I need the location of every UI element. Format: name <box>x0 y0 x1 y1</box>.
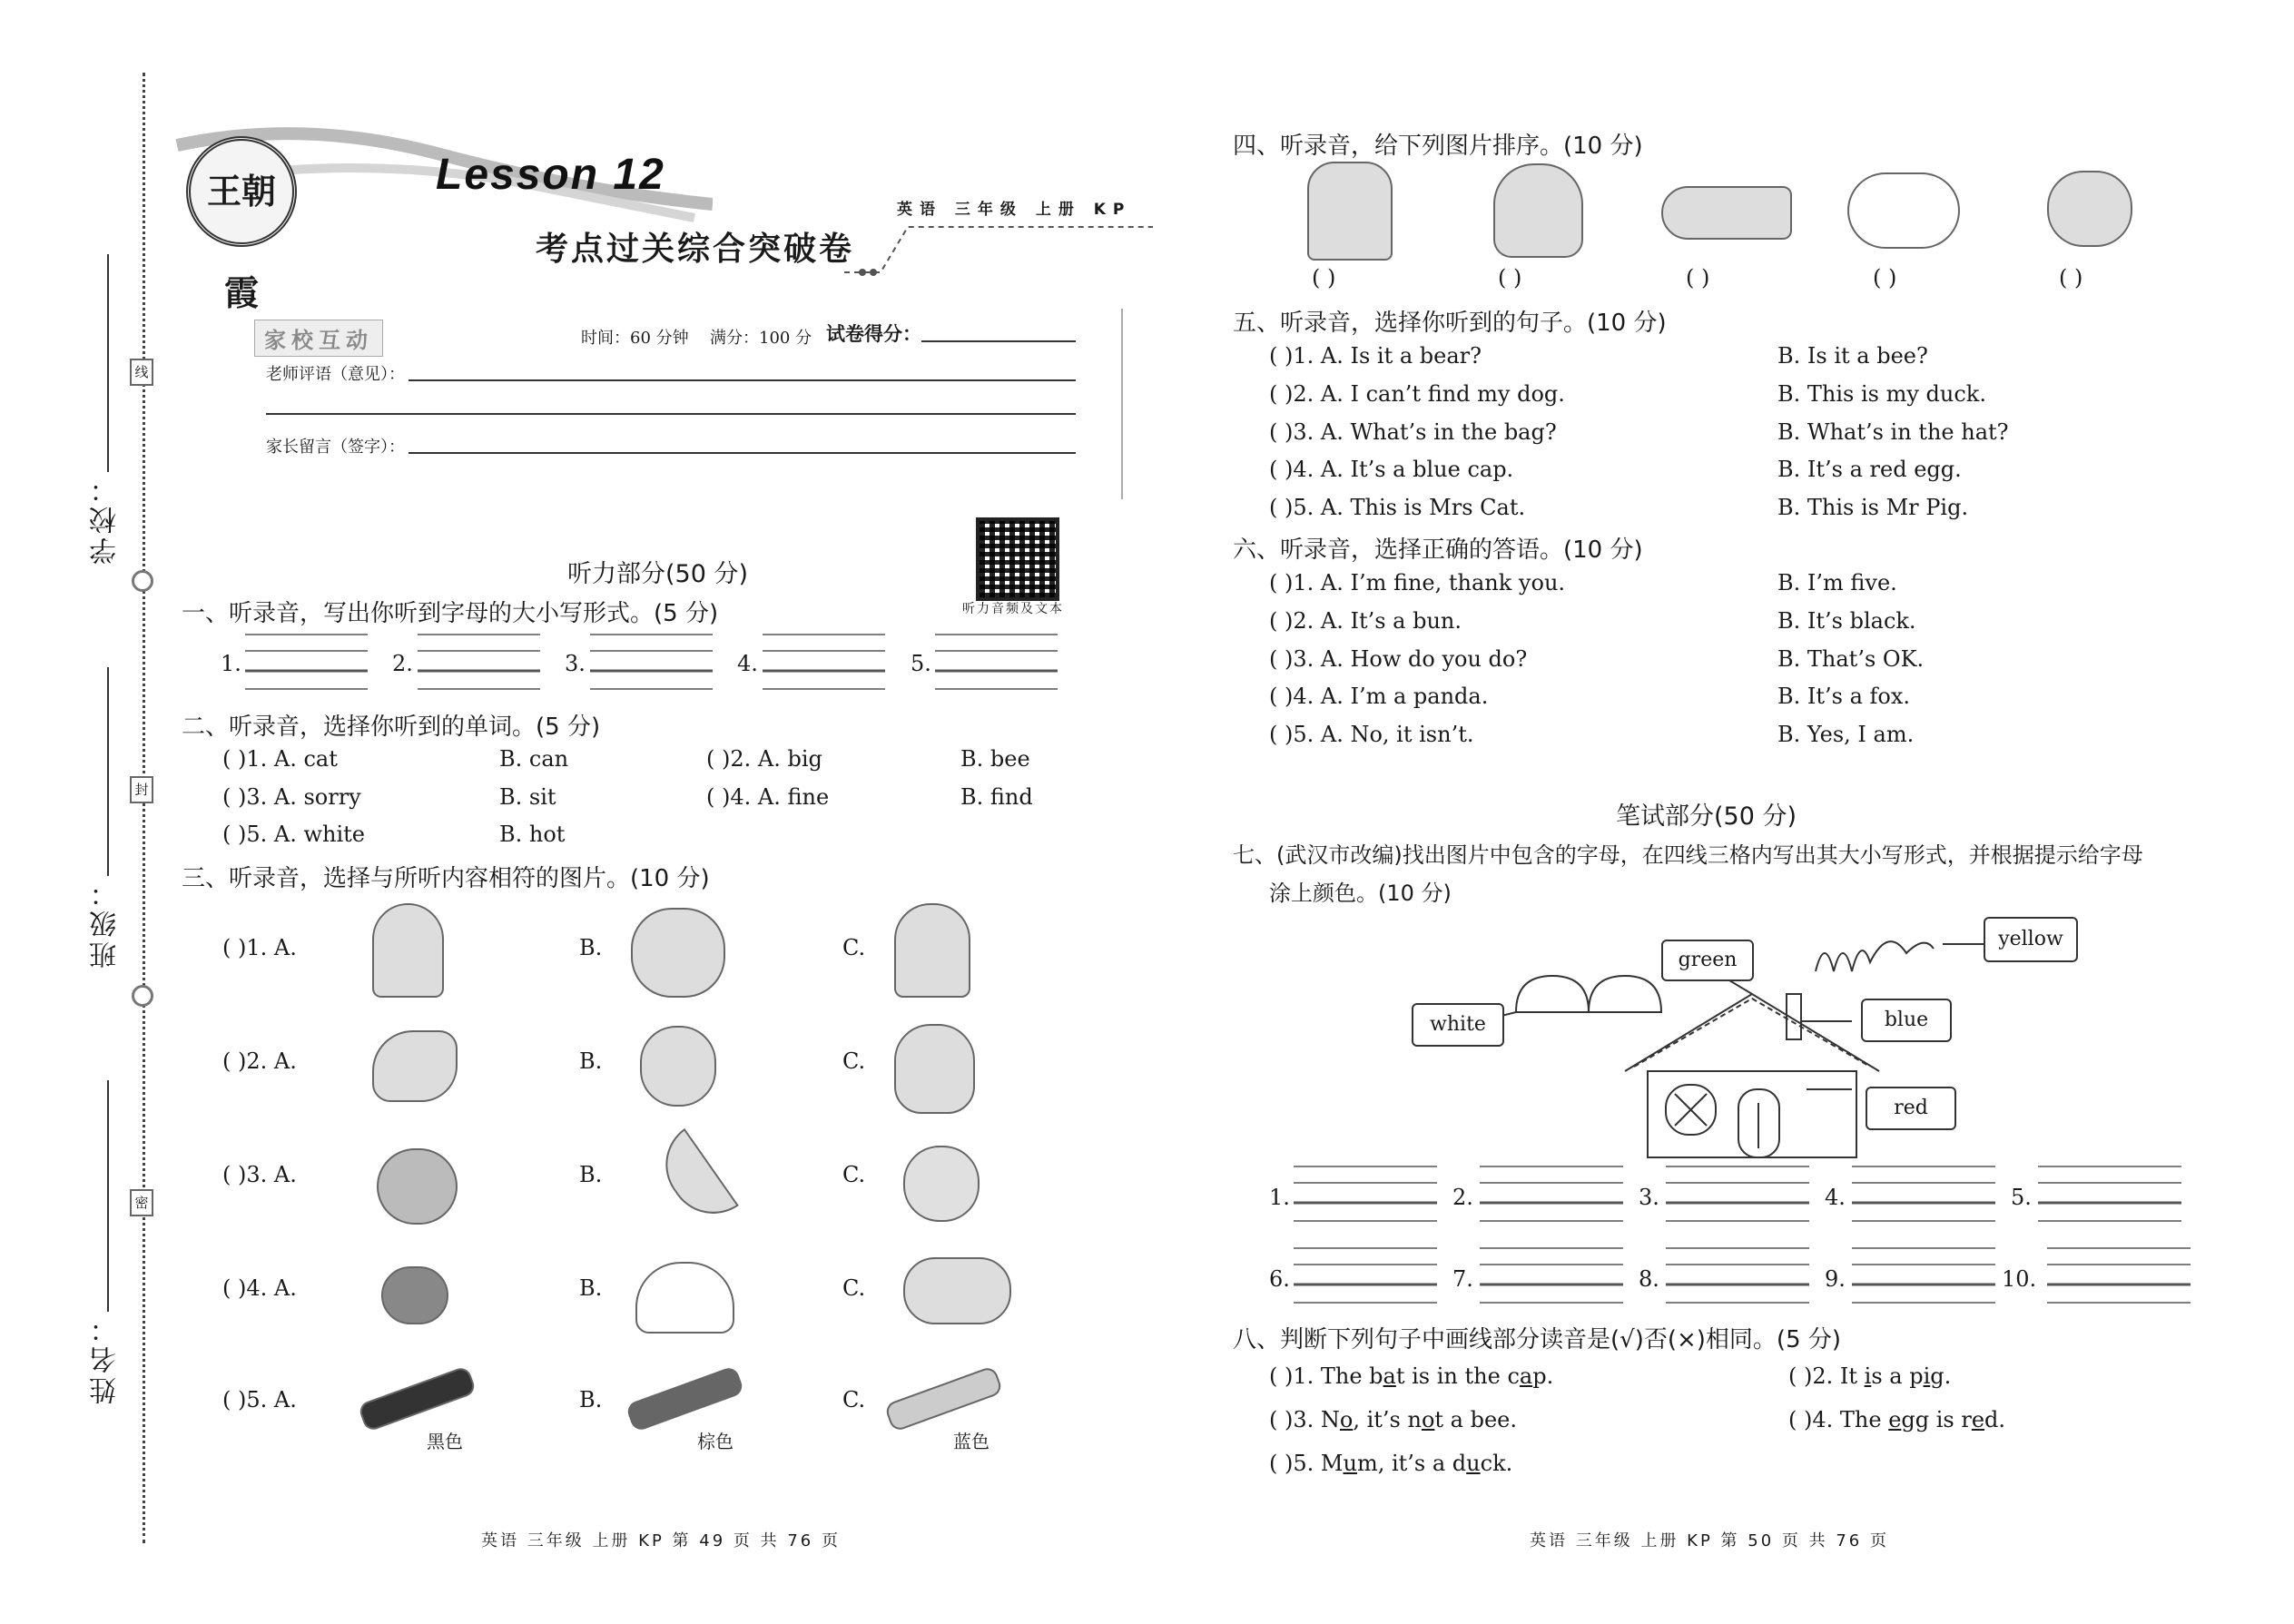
pig-picture <box>1847 172 1960 249</box>
q-number: 2. <box>392 651 413 676</box>
monkey-picture <box>1493 163 1583 258</box>
s6-q1b[interactable]: B. I’m five. <box>1777 570 1897 595</box>
s2-q5a[interactable]: ( )5. A. white <box>222 822 365 847</box>
q-number: 10. <box>2002 1266 2037 1292</box>
s6-q5a[interactable]: ( )5. A. No, it isn’t. <box>1269 722 1474 747</box>
color-box-white: white <box>1412 1003 1504 1047</box>
section4-title: 四、听录音，给下列图片排序。(10 分) <box>1233 133 1643 160</box>
hotdog-picture <box>903 1257 1011 1324</box>
q-number: 6. <box>1269 1266 1290 1292</box>
q-number: 7. <box>1452 1266 1473 1292</box>
listening-title: 听力部分(50 分) <box>567 560 749 588</box>
s3-q3[interactable]: ( )3. A. <box>222 1162 297 1187</box>
s8-q1[interactable]: ( )1. The bat is in the cap. <box>1269 1363 1554 1389</box>
header-dashes <box>844 209 1162 281</box>
section5-title: 五、听录音，选择你听到的句子。(10 分) <box>1233 310 1667 337</box>
name-label: 姓名： <box>90 1312 122 1404</box>
qr-code[interactable] <box>976 517 1059 601</box>
s5-q3a[interactable]: ( )3. A. What’s in the bag? <box>1269 419 1557 445</box>
s6-q1a[interactable]: ( )1. A. I’m fine, thank you. <box>1269 570 1566 595</box>
q-number: 1. <box>221 651 241 676</box>
s2-q2a[interactable]: ( )2. A. big <box>706 746 822 772</box>
s3-q4[interactable]: ( )4. A. <box>222 1275 297 1301</box>
s5-q1b[interactable]: B. Is it a bee? <box>1777 343 1928 369</box>
s3-b-label: B. <box>579 1048 603 1074</box>
written-title: 笔试部分(50 分) <box>1616 802 1797 831</box>
section3-title: 三、听录音，选择与所听内容相符的图片。(10 分) <box>182 865 710 892</box>
q-number: 4. <box>737 651 758 676</box>
schoolbag-picture <box>1307 162 1393 261</box>
parent-message-label: 家长留言（签字）： <box>266 438 405 457</box>
school-label: 学校： <box>90 472 122 565</box>
mouse-picture <box>2047 171 2132 247</box>
orange-picture <box>903 1146 980 1222</box>
woman-face-picture <box>894 903 970 998</box>
teacher-line-2 <box>266 413 1076 415</box>
full-score-label: 满分：100 分 <box>710 329 812 348</box>
lesson-title: Lesson 12 <box>436 151 665 199</box>
s8-q2[interactable]: ( )2. It is a pig. <box>1788 1363 1952 1389</box>
s3-c-label: C. <box>842 935 866 960</box>
egg-picture <box>381 1266 448 1324</box>
s8-src <box>0 0 1 1</box>
q-number: 1. <box>1269 1185 1290 1210</box>
s6-q4a[interactable]: ( )4. A. I’m a panda. <box>1269 684 1489 709</box>
class-label: 班级： <box>90 876 122 969</box>
bird-picture <box>372 1030 458 1102</box>
bun-picture <box>635 1262 734 1334</box>
s3-b-label: B. <box>579 935 603 960</box>
s3-c-label: C. <box>842 1162 866 1187</box>
s2-q2b[interactable]: B. bee <box>960 746 1030 772</box>
color-label-blue: 蓝色 <box>953 1431 989 1452</box>
fish-picture <box>1661 186 1792 240</box>
apple-picture <box>377 1148 458 1225</box>
s2-q3b[interactable]: B. sit <box>499 784 556 810</box>
section2-title: 二、听录音，选择你听到的单词。(5 分) <box>182 714 601 741</box>
s5-q1a[interactable]: ( )1. A. Is it a bear? <box>1269 343 1482 369</box>
s2-q5b[interactable]: B. hot <box>499 822 566 847</box>
black-crayon-picture <box>357 1365 477 1432</box>
man-face-picture <box>372 903 444 998</box>
color-label-black: 黑色 <box>427 1431 463 1452</box>
color-box-blue: blue <box>1861 999 1952 1042</box>
q-number: 8. <box>1639 1266 1659 1292</box>
s6-q3b[interactable]: B. That’s OK. <box>1777 646 1925 672</box>
book-meta: 英语 三年级 上册 KP <box>897 201 1132 219</box>
s5-q4a[interactable]: ( )4. A. It’s a blue cap. <box>1269 457 1514 482</box>
q-number: 5. <box>2011 1185 2032 1210</box>
parent-line <box>409 452 1076 454</box>
s2-q1a[interactable]: ( )1. A. cat <box>222 746 338 772</box>
q-number: 9. <box>1825 1266 1846 1292</box>
teacher-comment-label: 老师评语（意见）： <box>266 365 405 384</box>
s6-q2b[interactable]: B. It’s black. <box>1777 608 1916 634</box>
s2-q3a[interactable]: ( )3. A. sorry <box>222 784 361 810</box>
s5-q2b[interactable]: B. This is my duck. <box>1777 381 1986 407</box>
color-box-yellow: yellow <box>1984 917 2078 962</box>
family-title: 家校互动 <box>254 320 383 357</box>
school-line <box>107 254 109 472</box>
color-label-brown: 棕色 <box>697 1431 733 1452</box>
s8-q3[interactable]: ( )3. No, it’s not a bee. <box>1269 1407 1518 1432</box>
s5-q3b[interactable]: B. What’s in the hat? <box>1777 419 2009 445</box>
brown-crayon-picture <box>625 1365 744 1432</box>
s2-q1b[interactable]: B. can <box>499 746 569 772</box>
q-number: 4. <box>1825 1185 1846 1210</box>
s6-q2a[interactable]: ( )2. A. It’s a bun. <box>1269 608 1462 634</box>
score-line <box>921 340 1076 342</box>
s5-q5a[interactable]: ( )5. A. This is Mrs Cat. <box>1269 495 1526 520</box>
section8-title: 八、判断下列句子中画线部分读音是(√)否(×)相同。(5 分) <box>1233 1326 1842 1353</box>
class-line <box>107 667 109 876</box>
order-blank[interactable]: ( ) <box>1873 265 1897 290</box>
grandpa-face-picture <box>631 908 725 998</box>
section6-title: 六、听录音，选择正确的答语。(10 分) <box>1233 536 1643 564</box>
s8-q5[interactable]: ( )5. Mum, it’s a duck. <box>1269 1451 1513 1476</box>
q-number: 5. <box>911 651 931 676</box>
tag-secret: 密 <box>130 1189 153 1216</box>
s3-c-label: C. <box>842 1048 866 1074</box>
hen-picture <box>894 1024 975 1114</box>
binding-dotted-line <box>143 73 145 1543</box>
q-number: 3. <box>565 651 586 676</box>
s2-q4b[interactable]: B. find <box>960 784 1033 810</box>
s6-q4b[interactable]: B. It’s a fox. <box>1777 684 1911 709</box>
order-blank[interactable]: ( ) <box>1312 265 1336 290</box>
qr-caption: 听力音频及文本 <box>962 602 1064 616</box>
paper-subtitle: 考点过关综合突破卷 <box>536 230 855 268</box>
order-blank[interactable]: ( ) <box>1498 265 1522 290</box>
s3-c-label: C. <box>842 1387 866 1412</box>
section7-title: 七、(武汉市改编)找出图片中包含的字母，在四线三格内写出其大小写形式，并根据提示给字母 <box>1233 842 2143 868</box>
footer-right: 英语 三年级 上册 KP 第 50 页 共 76 页 <box>1530 1531 1889 1550</box>
s3-c-label: C. <box>842 1275 866 1301</box>
duck-picture <box>640 1026 716 1107</box>
tag-line: 线 <box>130 359 153 386</box>
publisher-seal: 王朝霞 <box>186 136 297 247</box>
s3-q1[interactable]: ( )1. A. <box>222 935 297 960</box>
score-label: 试卷得分： <box>826 322 921 345</box>
s3-b-label: B. <box>579 1387 603 1412</box>
section7-title-2: 涂上颜色。(10 分) <box>1269 881 1452 906</box>
s6-q5b[interactable]: B. Yes, I am. <box>1777 722 1915 747</box>
s3-q2[interactable]: ( )2. A. <box>222 1048 297 1074</box>
footer-left: 英语 三年级 上册 KP 第 49 页 共 76 页 <box>481 1531 841 1550</box>
s5-q4b[interactable]: B. It’s a red egg. <box>1777 457 1962 482</box>
teacher-line <box>409 379 1076 381</box>
tag-seal: 封 <box>130 776 153 803</box>
s3-b-label: B. <box>579 1275 603 1301</box>
s3-b-label: B. <box>579 1162 603 1187</box>
blue-crayon-picture <box>883 1365 1003 1432</box>
s5-q2a[interactable]: ( )2. A. I can’t find my dog. <box>1269 381 1565 407</box>
s3-q5[interactable]: ( )5. A. <box>222 1387 297 1412</box>
binding-ring <box>132 570 153 592</box>
four-line-grid-section7[interactable] <box>1294 1165 2192 1310</box>
s2-q4a[interactable]: ( )4. A. fine <box>706 784 830 810</box>
binding-ring <box>132 985 153 1007</box>
banana-picture <box>648 1128 739 1231</box>
color-box-green: green <box>1661 940 1754 981</box>
s6-q3a[interactable]: ( )3. A. How do you do? <box>1269 646 1528 672</box>
s5-q5b[interactable]: B. This is Mr Pig. <box>1777 495 1969 520</box>
name-line <box>107 1080 109 1312</box>
section1-title: 一、听录音，写出你听到字母的大小写形式。(5 分) <box>182 600 719 627</box>
color-box-red: red <box>1866 1087 1956 1130</box>
four-line-grid-row1[interactable] <box>245 633 1062 696</box>
s8-q4[interactable]: ( )4. The egg is red. <box>1788 1407 2006 1432</box>
q-number: 3. <box>1639 1185 1659 1210</box>
order-blank[interactable]: ( ) <box>1686 265 1710 290</box>
time-label: 时间：60 分钟 <box>581 329 689 348</box>
order-blank[interactable]: ( ) <box>2059 265 2083 290</box>
q-number: 2. <box>1452 1185 1473 1210</box>
